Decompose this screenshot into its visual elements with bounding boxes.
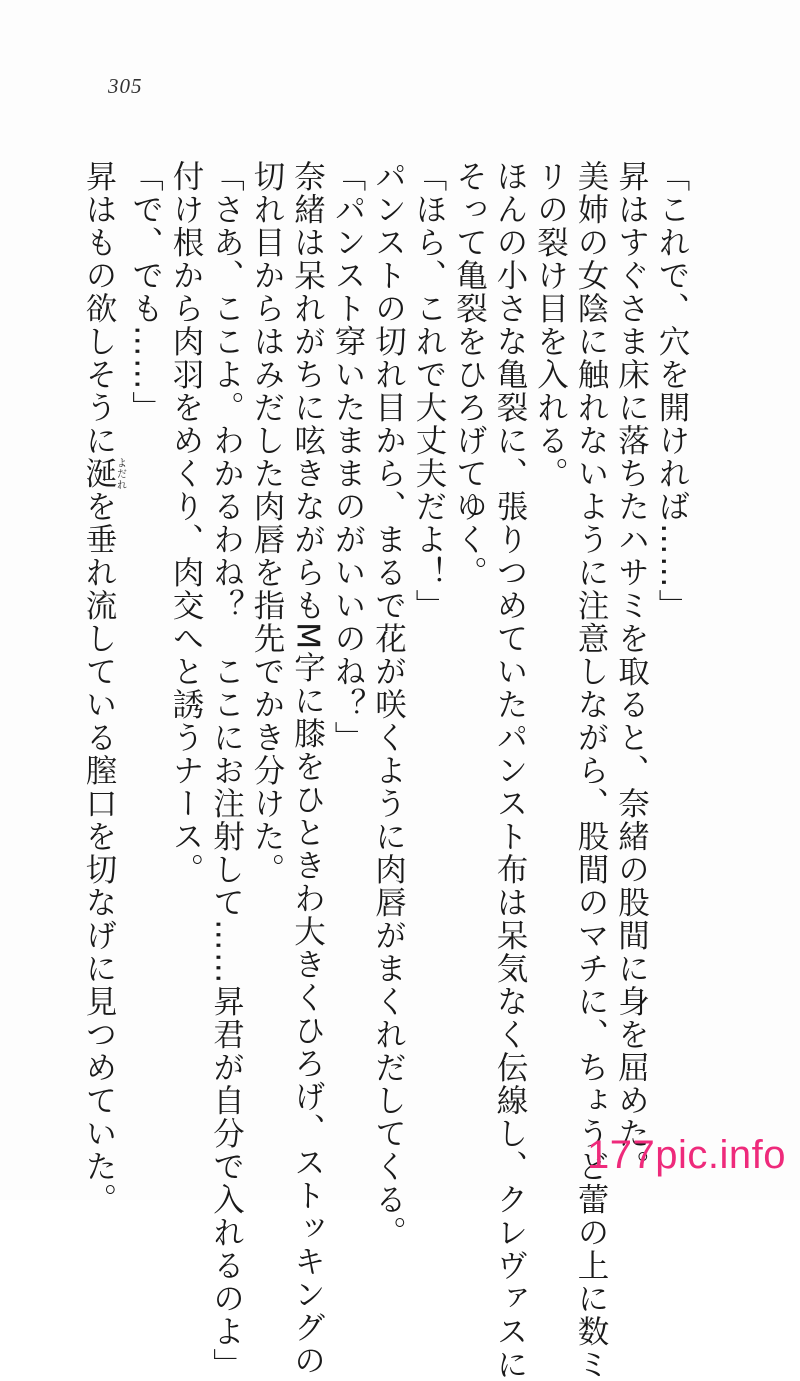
text-line-15-start: 昇はもの欲しそうに (81, 160, 117, 457)
ruby-base: 涎 (81, 457, 117, 490)
text-line-13: 付け根から肉羽をめくり、肉交へと誘うナース。 (168, 160, 204, 886)
text-line-1: 「これで、穴を開ければ……」 (654, 160, 690, 622)
site-watermark: 177pic.info (587, 1133, 786, 1177)
text-line-3: 美姉の女陰に触れないように注意しながら、股間のマチに、ちょうど蕾の上に数ミ (573, 160, 609, 1381)
text-line-15-end: を垂れ流している膣口を切なげに見つめていた。 (81, 490, 117, 1216)
page-number: 305 (108, 74, 143, 98)
text-line-11: 切れ目からはみだした肉唇を指先でかき分けた。 (249, 160, 285, 886)
text-line-9: 「パンスト穿いたままのがいいのね？」 (330, 160, 366, 754)
text-line-5: ほんの小さな亀裂に、張りつめていたパンスト布は呆気なく伝線し、クレヴァスに (492, 160, 528, 1381)
text-line-4: リの裂け目を入れる。 (532, 160, 569, 490)
ruby-word (81, 457, 126, 490)
text-line-14: 「で、でも……」 (127, 160, 164, 424)
text-line-8: パンストの切れ目から、まるで花が咲くように肉唇がまくれだしてくる。 (370, 160, 407, 1249)
text-line-12: 「さあ、ここよ。わかるわね？ ここにお注射して……昇君が自分で入れるのよ」 (208, 160, 245, 1381)
text-line-7: 「ほら、これで大丈夫だよ！」 (411, 160, 447, 622)
text-line-15 (79, 160, 126, 1216)
text-line-6: そって亀裂をひろげてゆく。 (451, 160, 488, 589)
text-line-2: 昇はすぐさま床に落ちたハサミを取ると、奈緒の股間に身を屈めた。 (613, 160, 650, 1183)
ruby-reading: よだれ (114, 457, 126, 490)
text-line-10: 奈緒は呆れがちに呟きながらもM字に膝をひときわ大きくひろげ、ストッキングの (289, 160, 326, 1377)
